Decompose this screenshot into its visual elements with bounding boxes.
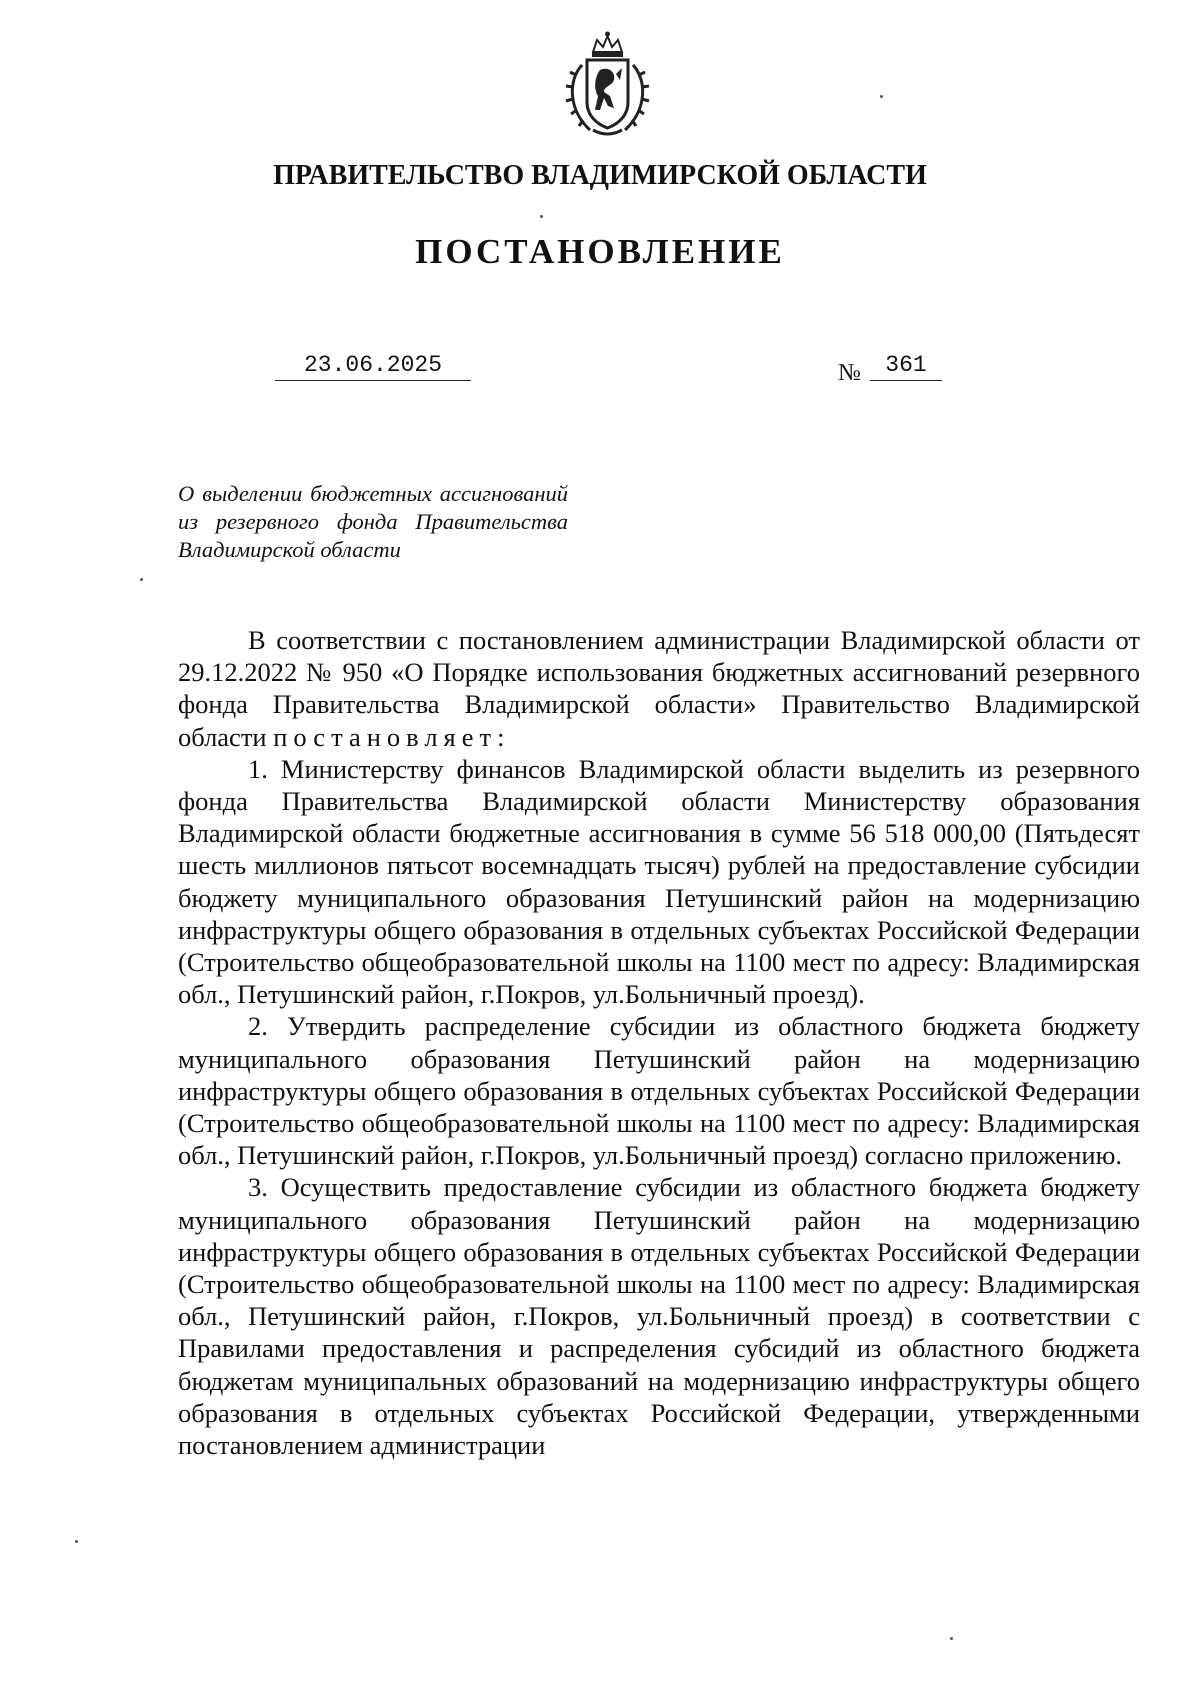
document-date: 23.06.2025 xyxy=(275,352,471,381)
scan-speck xyxy=(75,1540,78,1543)
scan-speck xyxy=(540,215,543,218)
document-subject: О выделении бюджетных ассигнований из резервного фонда Правительства Владимирской области xyxy=(178,481,568,562)
coat-of-arms-icon xyxy=(560,30,655,140)
item-1-paragraph: 1. Министерству финансов Владимирской области выделить из резервного фонда Правительства Владимирской области Министерству образования Владимирской области бюджетные ассигнования в сумме 56 518 000,00 (Пятьдесят шесть миллионов пятьсот восемнадцать тысяч) рублей на предоставление субсидии бюджету муниципального образования Петушинский район на модернизацию инфраструктуры общего образования в отдельных субъектах Российской Федерации (Строительство общеобразовательной школы на 1100 мест по адресу: Владимирская обл., Петушинский район, г.Покров, ул.Больничный проезд). xyxy=(178,753,1140,1010)
scan-speck xyxy=(140,578,143,581)
scan-speck xyxy=(950,1637,953,1640)
number-sign: № xyxy=(838,360,861,386)
intro-text: В соответствии с постановлением администрации Владимирской области от 29.12.2022 № 950 «О Порядке использования бюджетных ассигнований резервного фонда Правительства Владимирской области» Правительство Владимирской области xyxy=(178,625,1140,752)
intro-paragraph xyxy=(178,624,1140,753)
document-type-title: ПОСТАНОВЛЕНИЕ xyxy=(415,232,785,271)
item-3-paragraph: 3. Осуществить предоставление субсидии из областного бюджета бюджету муниципального образования Петушинский район на модернизацию инфраструктуры общего образования в отдельных субъектах Российской Федерации (Строительство общеобразовательной школы на 1100 мест по адресу: Владимирская обл., Петушинский район, г.Покров, ул.Больничный проезд) в соответствии с Правилами предоставления и распределения субсидий из областного бюджета бюджетам муниципальных образований на модернизацию инфраструктуры общего образования в отдельных субъектах Российской Федерации, утвержденными постановлением администрации xyxy=(178,1172,1140,1461)
scan-speck xyxy=(880,95,883,98)
resolution-verb: постановляет: xyxy=(273,721,511,752)
document-body xyxy=(178,624,1140,1461)
document-number: 361 xyxy=(870,352,942,381)
government-title: ПРАВИТЕЛЬСТВО ВЛАДИМИРСКОЙ ОБЛАСТИ xyxy=(273,160,927,191)
item-2-paragraph: 2. Утвердить распределение субсидии из областного бюджета бюджету муниципального образования Петушинский район на модернизацию инфраструктуры общего образования в отдельных субъектах Российской Федерации (Строительство общеобразовательной школы на 1100 мест по адресу: Владимирская обл., Петушинский район, г.Покров, ул.Больничный проезд) согласно приложению. xyxy=(178,1011,1140,1171)
